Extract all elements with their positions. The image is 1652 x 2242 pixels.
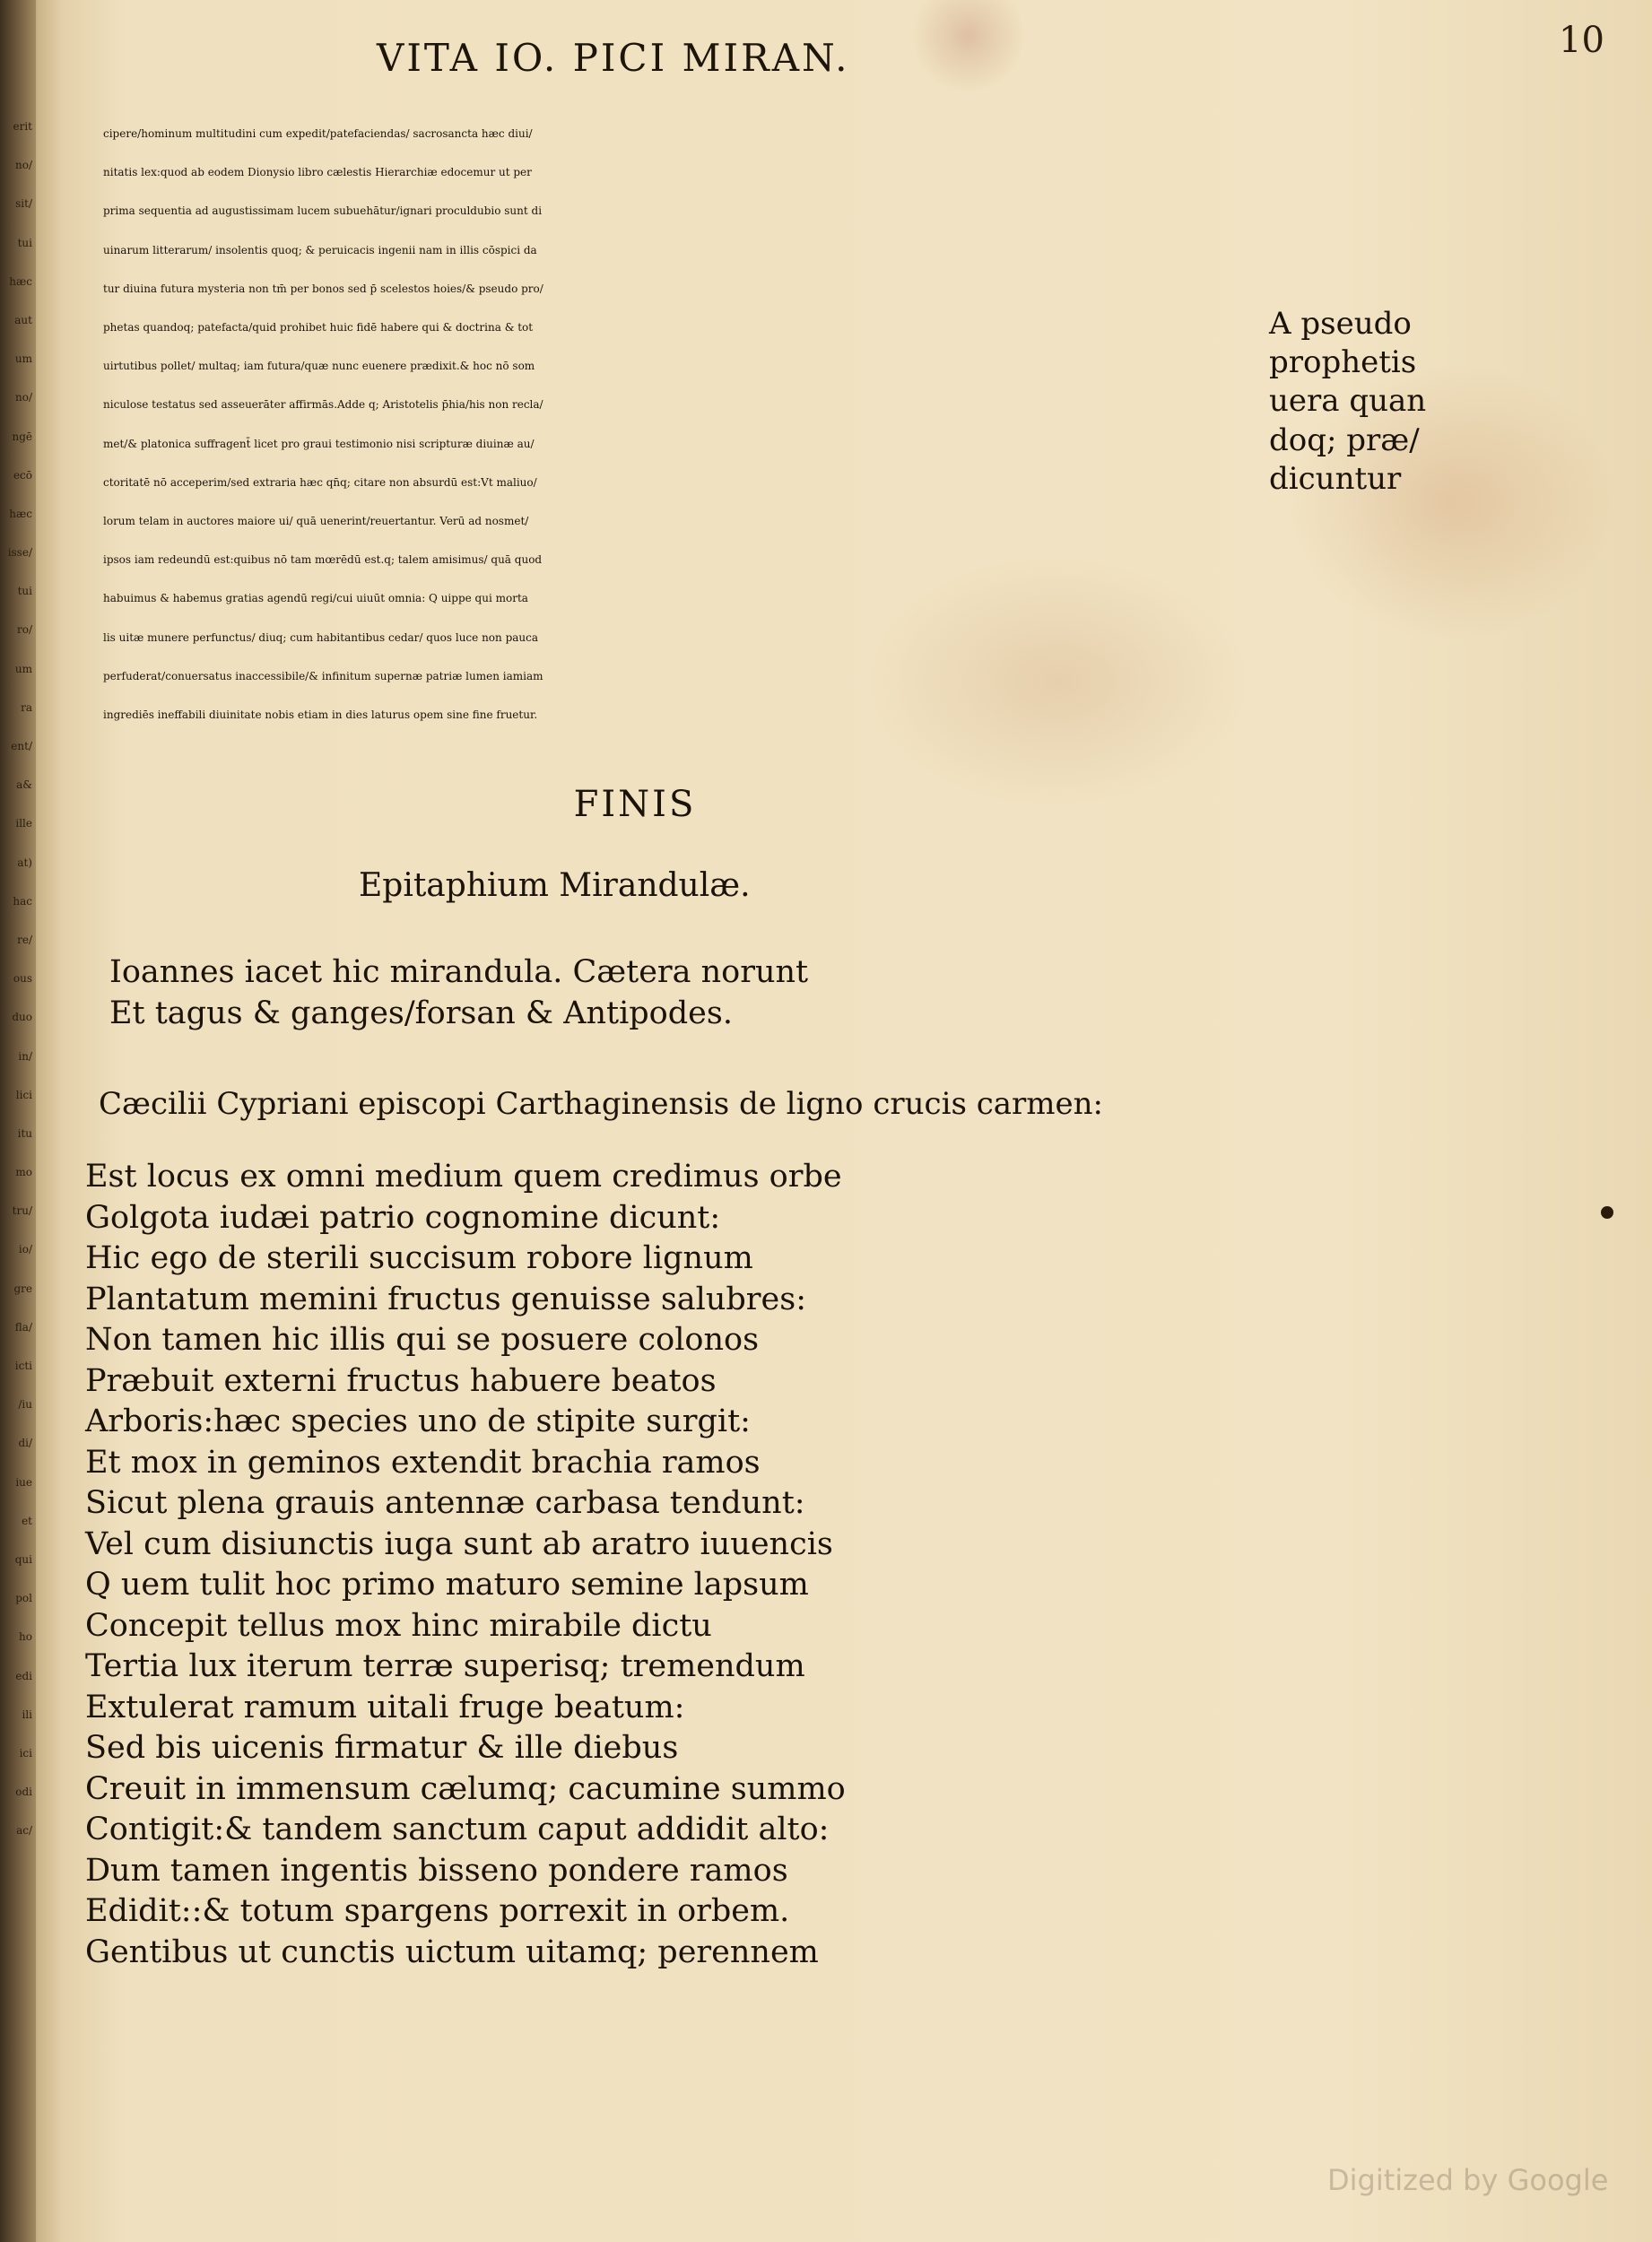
facing-page-fragment: aut (14, 313, 32, 326)
poem-line: Creuit in immensum cælumq; cacumine summo (85, 1770, 846, 1807)
body-line: niculose testatus sed asseuerāter affirmās.Adde q; Aristotelis p̄hia/his non recla/ (103, 398, 543, 412)
facing-page-fragment: icti (14, 1360, 32, 1372)
poem-line: Arboris:hæc species uno de stipite surgit: (85, 1403, 751, 1439)
poem-line: Tertia lux iterum terræ superisq; tremendum (85, 1648, 805, 1684)
poem-line: Plantatum memini fructus genuisse salubres: (85, 1281, 806, 1317)
facing-page-fragment: ili (22, 1708, 32, 1721)
facing-page-fragment: no/ (15, 159, 32, 172)
facing-page-fragment: erit (13, 120, 32, 133)
facing-page-fragment: ici (19, 1746, 32, 1760)
poem-line: Et mox in geminos extendit brachia ramos (85, 1444, 761, 1481)
poem-line: Præbuit externi fructus habuere beatos (85, 1362, 717, 1399)
body-line: uinarum litterarum/ insolentis quoq; & peruicacis ingenii nam in illis cōspici da (103, 243, 537, 256)
facing-page-fragment: ecō (13, 468, 32, 482)
facing-page-fragment: duo (12, 1011, 32, 1024)
facing-page-fragment: lici (15, 1088, 32, 1101)
poem-line: Edidit::& totum spargens porrexit in orbem. (85, 1893, 790, 1929)
facing-page-fragment: ngē (12, 430, 32, 443)
facing-page-fragment: ra (21, 700, 32, 714)
poem-verse (85, 1157, 846, 1973)
poem-line: Dum tamen ingentis bisseno pondere ramos (85, 1852, 788, 1889)
facing-page-fragment: di/ (18, 1437, 32, 1450)
facing-page-fragment: in/ (18, 1049, 32, 1063)
epitaph-verse (109, 952, 808, 1034)
facing-page-fragment: ho (19, 1630, 32, 1644)
finis-heading: FINIS (573, 784, 697, 825)
body-line: perfuderat/conuersatus inaccessibile/& infinitum supernæ patriæ lumen iamiam (103, 669, 543, 682)
body-line: lorum telam in auctores maiore ui/ quā uenerint/reuertantur. Verū ad nosmet/ (103, 515, 529, 528)
facing-page-fragment: no/ (15, 391, 32, 404)
facing-page-fragment: tui (17, 585, 32, 598)
body-line: ipsos iam redeundū est:quibus nō tam mœrēdū est.q; talem amisimus/ quā quod (103, 553, 543, 567)
body-line: nitatis lex:quod ab eodem Dionysio libro cælestis Hierarchiæ edocemur ut per (103, 166, 532, 179)
poem-line: Est locus ex omni medium quem credimus orbe (85, 1159, 842, 1195)
facing-page-fragment: pol (15, 1592, 32, 1605)
poem-line: Sed bis uicenis firmatur & ille diebus (85, 1730, 679, 1766)
body-line: met/& platonica suffragent̄ licet pro graui testimonio nisi scripturæ diuinæ au/ (103, 437, 535, 450)
body-line: phetas quandoq; patefacta/quid prohibet huic fidē habere qui & doctrina & tot (103, 321, 534, 335)
body-line: ingrediēs ineffabili diuinitate nobis etiam in dies laturus opem sine fine fruetur. (103, 708, 538, 722)
facing-page-fragment: ille (15, 817, 32, 830)
epitaph-line: Ioannes iacet hic mirandula. Cætera norunt (109, 954, 809, 990)
margin-note-line: doq; præ/ (1269, 421, 1420, 458)
facing-page-fragment: itu (17, 1126, 32, 1140)
poem-line: Hic ego de sterili succisum robore lignum (85, 1240, 753, 1276)
facing-page-fragment: mo (15, 1166, 32, 1179)
facing-page-fragment: ent/ (11, 740, 32, 752)
running-head: VITA IO. PICI MIRAN. (377, 36, 850, 80)
facing-page-fragment: hæc (9, 507, 32, 520)
facing-page-fragment: edi (15, 1669, 32, 1682)
facing-page-fragment: ac/ (16, 1824, 32, 1838)
body-line: prima sequentia ad augustissimam lucem subuehātur/ignari proculdubio sunt di (103, 204, 543, 218)
facing-page-fragment: fla/ (14, 1320, 32, 1334)
poem-line: Vel cum disiunctis iuga sunt ab aratro iuuencis (85, 1525, 833, 1562)
facing-page-fragment: /iu (18, 1398, 32, 1412)
margin-note-line: uera quan (1269, 383, 1427, 420)
margin-note-line: prophetis (1269, 344, 1417, 381)
facing-page-fragment: tru/ (12, 1204, 32, 1218)
facing-page-fragment: at) (17, 856, 32, 869)
facing-page-fragment: io/ (18, 1243, 32, 1256)
facing-page-fragment: iue (15, 1475, 32, 1489)
facing-page-fragment: um (14, 352, 32, 366)
facing-page-fragment: qui (14, 1552, 32, 1566)
facing-page-fragment: isse/ (7, 546, 32, 560)
facing-page-fragment: ro/ (16, 623, 32, 637)
poem-title: Cæcilii Cypriani episcopi Carthaginensis de ligno crucis carmen: (99, 1086, 1103, 1122)
facing-page-fragment: hæc (9, 274, 32, 288)
page-number: 10 (1559, 20, 1604, 61)
poem-line: Gentibus ut cunctis uictum uitamq; perennem (85, 1934, 819, 1970)
body-line: lis uitæ munere perfunctus/ diuq; cum habitantibus cedar/ quos luce non pauca (103, 630, 539, 644)
facing-page-fragment: sit/ (15, 197, 32, 211)
poem-line: Concepit tellus mox hinc mirabile dictu (85, 1607, 712, 1644)
margin-note-line: dicuntur (1269, 460, 1402, 497)
margin-note-line: A pseudo (1269, 306, 1412, 342)
facing-page-fragment: et (22, 1514, 32, 1527)
facing-page-fragment: gre (13, 1282, 32, 1295)
facing-page-fragment: a& (16, 778, 32, 792)
facing-page-edge (0, 108, 36, 1991)
body-line: habuimus & habemus gratias agendū regi/cui uiuūt omnia: Q uippe qui morta (103, 592, 528, 605)
facing-page-fragment: re/ (17, 933, 32, 946)
body-text (103, 115, 1269, 734)
facing-page-fragment: tui (17, 236, 32, 249)
poem-line: Extulerat ramum uitali fruge beatum: (85, 1689, 685, 1725)
facing-page-fragment: hac (13, 894, 32, 908)
poem-line: Non tamen hic illis qui se posuere colonos (85, 1322, 760, 1358)
epitaph-title: Epitaphium Mirandulæ. (359, 867, 751, 904)
ink-spot (1601, 1206, 1613, 1219)
digitized-watermark: Digitized by Google (1327, 2163, 1609, 2197)
facing-page-fragment: um (14, 662, 32, 675)
body-line: tur diuina futura mysteria non tm̄ per bonos sed p̄ scelestos hoies/& pseudo pro/ (103, 282, 543, 295)
margin-note (1269, 305, 1426, 499)
facing-page-fragment: ous (13, 972, 32, 986)
body-line: uirtutibus pollet/ multaq; iam futura/quæ nunc euenere prædixit.& hoc nō som (103, 360, 535, 373)
body-line: ctoritatē nō acceperim/sed extraria hæc qn̄q; citare non absurdū est:Vt maliuo/ (103, 475, 537, 489)
facing-page-fragment: odi (15, 1786, 32, 1799)
poem-line: Sicut plena grauis antennæ carbasa tendunt: (85, 1485, 805, 1521)
poem-line: Golgota iudæi patrio cognomine dicunt: (85, 1199, 721, 1236)
body-line: cipere/hominum multitudini cum expedit/patefaciendas/ sacrosancta hæc diui/ (103, 127, 533, 140)
poem-line: Contigit:& tandem sanctum caput addidit alto: (85, 1812, 830, 1847)
epitaph-line: Et tagus & ganges/forsan & Antipodes. (109, 995, 733, 1031)
poem-line: Q uem tulit hoc primo maturo semine lapsum (85, 1567, 809, 1603)
